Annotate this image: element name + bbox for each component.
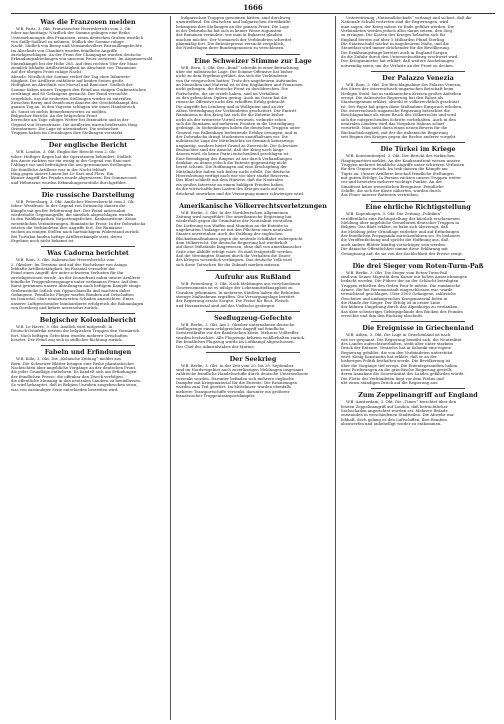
article-text-line: Erkundungsabteilungen von unserem Feuer zerstreut. Im Argonnerwald bbox=[11, 57, 153, 62]
article-text-line: des Sitzes der österreichisch-ungarischen Botschaft beim bbox=[341, 87, 454, 92]
article-divider bbox=[41, 188, 135, 189]
article-headline: Fabeln und Erfindungen bbox=[44, 348, 132, 357]
page-number: 1666 bbox=[243, 3, 263, 12]
article-text-line: Seeflugzeuge einen erfolgreichen Angriff auf feindliche bbox=[176, 327, 285, 332]
article-text-line: Beobachter sind der Ansicht, daß der Krieg noch lange bbox=[176, 148, 284, 153]
article-text-line: Heftigkeit im Abschnitt von Morval und Rancourt. Südlich der bbox=[11, 83, 133, 88]
article-text-line: übt einen ständigen Druck auf die Regierung aus. bbox=[341, 381, 439, 386]
article bbox=[11, 141, 165, 185]
article bbox=[176, 57, 330, 196]
article-text-line: W.B. Berlin, 3. Okt. Am 2. Oktober unternahmen deutsche bbox=[181, 322, 295, 327]
article bbox=[341, 391, 495, 426]
article-text-line: Die dänische Öffentlichkeit nimmt diese Erklärung mit bbox=[341, 247, 448, 252]
article-text-line: dem Völkerrecht. Die deutsche Regierung hat wiederholt bbox=[176, 241, 288, 246]
article-text-line: französischer Truppentransportdampfer. bbox=[176, 394, 256, 399]
column-separator bbox=[335, 16, 336, 720]
article-text-line: W.B. Rom, 3. Okt. Die Beschlagnahme des Palazzo Venezia, bbox=[346, 82, 462, 87]
article-headline: Die drei Sieger vom Roten-Turm-Paß bbox=[352, 261, 484, 270]
article-text-line: was von zuständiger Seite entschieden bestritten wird. bbox=[11, 387, 119, 392]
article-text-line: Belgien. Das Blatt erklärt, es habe sich überzeugt, daß bbox=[341, 225, 449, 230]
article-text-line: der Regierung ernste Sorgen. Die Preise für Brot, Fleisch bbox=[176, 299, 289, 304]
article-text-line: Schiffe, die sich der Küste näherten, wurden durch bbox=[341, 188, 441, 193]
article bbox=[11, 249, 165, 310]
article-text-line: ab. Sonst ist nichts Bemerkenswertes zu melden. bbox=[11, 109, 108, 114]
article-divider bbox=[41, 313, 135, 314]
article-text-line: sind von Seiner Majestät dem Kaiser mit hohen Auszeichnungen bbox=[341, 275, 467, 279]
article-divider bbox=[206, 54, 300, 55]
article-text-line: von Dornberg und kehrte unversehrt zurück. bbox=[11, 305, 99, 310]
article-text-line: zurückgeschlagen. An der Front der Champagne wurden deutsche bbox=[11, 53, 142, 58]
article-text-line: deren Annahme die Souveränität des Landes gefährden würde. bbox=[341, 372, 465, 377]
article-text-line: So wird behauptet, daß in Belgien Unruhen ausgebrochen seien, bbox=[11, 383, 138, 388]
article-text-line: sich diese Tatsachen für die Zukunft merken müssen. bbox=[176, 262, 281, 267]
article-text-line: Armee, die bei Hermannstadt eingeschlossen war, wurde bbox=[341, 288, 453, 293]
article bbox=[176, 273, 330, 308]
article-text-line: die Meldung jeder Grundlage entbehre und auf Erfindungen bbox=[341, 229, 459, 234]
article-text-line: Zwischen Berny und Deniécourt dauerte der Geschützkampf den bbox=[11, 100, 138, 105]
article-text-line: Unterstützung „Nationalblockade“ verlangt und sichert, daß die bbox=[346, 16, 472, 20]
article-text-line: ziemlich lebhafte Artillerietätigkeit im Abschnitt von Thiaumont. bbox=[11, 66, 138, 71]
article-text-line: Heiligen Stuhl, hat in vatikanischen Kreisen großes Aufsehen bbox=[341, 91, 462, 96]
article-text-line: Nachrichten über angebliche Vorgänge an der deutschen Front, bbox=[11, 365, 137, 370]
article-text-line: Kämpfe mit großer Erbitterung fort. Der Feind unternahm bbox=[11, 208, 126, 213]
article-text-line: Ergebnis noch nicht bekannt ist. bbox=[11, 239, 75, 244]
article-text-line: Rücksichtslosigkeit, mit der die italienische Regierung bbox=[341, 130, 448, 135]
article-text-line: Ein feindliches Flugzeug wurde im Luftkampf abgeschossen. bbox=[176, 340, 295, 345]
article-text-line: kleiner Angriff des Feindes wurde abgewiesen. Bei Gommecourt bbox=[11, 176, 137, 181]
article-text-line: W.B. Berlin, 3. Okt. Die Sieger vom Roten-Turm-Paß bbox=[346, 270, 448, 275]
article bbox=[341, 262, 495, 319]
article-text-line: verurteilt. Man sieht darin einen neuen Beweis für die bbox=[341, 126, 448, 131]
article-text-line: Verbündeten werden jedoch alles daran setzen, den Sieg bbox=[341, 29, 452, 34]
article-text-line: das über schwieriges Gebirgsgelände den Rücken des Feindes bbox=[341, 309, 463, 314]
article-text-line: erreichte und ihm den Rückzug abschnitt. bbox=[341, 314, 424, 319]
article bbox=[11, 18, 165, 136]
article-text-line: bisherigen Politik festhalten werde. Die Bevölkerung ist bbox=[341, 359, 451, 364]
article-divider bbox=[41, 345, 135, 346]
article-text-line: General von Falkenhayn bedeutende Erfolge errungen, und in bbox=[176, 130, 298, 135]
article-text-line: Im Abschnitt von Chaulnes wurden feindliche Angriffe bbox=[11, 48, 118, 53]
article-headline: Was Cadorna berichtet bbox=[47, 249, 129, 258]
article-text-line: Zeitung wird ausgeführt: Die amerikanische Regierung hat bbox=[176, 215, 292, 219]
article-text-line: mit gutem Erfolge. In Persien rückten unsere Truppen weiter bbox=[341, 175, 462, 180]
article-text-line: von Sailly-Saillisel zu nehmen. Südlich der Somme ruhige bbox=[11, 40, 124, 45]
article bbox=[11, 348, 165, 392]
article-headline: Eine ehrliche Richtigstellung bbox=[365, 203, 471, 212]
article-text-line: von ihr versprochen hatten. Trotz des ungeheuren Aufwandes bbox=[176, 78, 298, 83]
article-text-line: Die Ernährungsfrage bereitet auch in England Sorgen, bbox=[341, 50, 449, 55]
article-text-line: Geschütze und umfangreiches Kriegsmaterial fielen in bbox=[341, 296, 448, 301]
article bbox=[341, 16, 495, 68]
column-separator bbox=[170, 16, 171, 720]
column-2 bbox=[176, 16, 330, 720]
article-text-line: Nationale Schuld vertreten sind die Regierungen, wird bbox=[341, 20, 449, 25]
article-text-line: Hauptquartiers meldet: An der Kaukasusfront wiesen unsere bbox=[341, 158, 461, 163]
article-text-line: des Landes aufrechtzuerhalten, steht aber unter starkem bbox=[341, 341, 453, 346]
article-text-line: Die Flotte der Verbündeten liegt vor dem Piräus und bbox=[341, 376, 444, 381]
article-divider bbox=[206, 311, 300, 312]
article-text-line: W.B. Petersburg, 3. Okt. Amtlicher Heeresbericht vom 2. Ok- bbox=[16, 199, 135, 204]
article-text-line: wesentlichen Veränderungen. Rumänische Front: In der Dobrudscha bbox=[11, 221, 146, 226]
article-text-line: unzutreffend. Die deutschen und bulgarischen Streitkräfte bbox=[176, 20, 291, 25]
article-text-line: der feindlichen Presse, die offenbar den Zweck verfolgen, bbox=[11, 374, 124, 379]
article-text-line: Belgischer Bericht: An der belgischen Front bbox=[11, 113, 98, 118]
article-text-line: Die Staatsschuld wächst in ungeheurem Maße, und die bbox=[341, 42, 449, 47]
article-text-line: drückend einwirken und die Versorgung immer schwieriger wird. bbox=[176, 191, 305, 196]
article-text-line: Truppen erhielten den Orden Pour le mérite. Die rumänische bbox=[341, 283, 461, 288]
article-text-line: daß die Vereinigten Staaten durch ihr Verhalten die Dauer bbox=[176, 254, 291, 259]
article-text-line: Der Chef des Admiralstabes der Marine. bbox=[176, 344, 255, 349]
article-text-line: W.B. London, 3. Okt. Englischer Bericht vom 2. Ok- bbox=[16, 150, 116, 155]
article-text-line: W.B. Kopenhagen, 3. Okt. Die Zeitung „Politiken“ bbox=[346, 212, 443, 217]
article-text-line: W.B. Athen, 3. Okt. Die Lage in Griechenland ist nach bbox=[346, 333, 451, 338]
article bbox=[11, 316, 165, 342]
article-text-line: sich die entsprechenden Schritte vorbehalten. Auch in den bbox=[341, 117, 456, 122]
article-text-line: Die feindliche Artillerie war in der Nacht lebhaft bbox=[11, 167, 107, 172]
article-text-line: Seite eine Abhilfe erfolgt wäre. Es muß festgestellt werden, bbox=[176, 249, 293, 254]
article-text-line: Orientarmee: Die Lage ist unverändert. Die serbischen bbox=[11, 126, 119, 131]
article-text-line: der Rumänen verändert, wie man in Bukarest glauben bbox=[176, 33, 283, 38]
article-text-line: für den Gegner zurück. Im Irak dauern die Kämpfe am bbox=[341, 167, 448, 172]
article-text-line: die öffentliche Meinung in den neutralen Ländern zu beeinflussen. bbox=[11, 378, 142, 383]
article-text-line: besetzt. Der Feind zog sich in südlicher Richtung zurück. bbox=[11, 338, 123, 343]
article-text-line: gedrängt. In Siebenbürgen haben die deutschen Truppen unter bbox=[176, 126, 301, 131]
article-text-line: England bereits auf über 5 Milliarden Pfund Sterling. bbox=[341, 37, 446, 42]
article-text-line: l'Abbaye vor und befestigten die neu gewonnenen Stellungen. bbox=[11, 163, 133, 168]
article-text-line: neue Forderungen an die griechische Regierung gestellt, bbox=[341, 367, 453, 372]
article-text-line: militärische Lage der Mittelmächte ist demnach keineswegs bbox=[176, 139, 294, 144]
article-headline: Eine Schweizer Stimme zur Lage bbox=[194, 56, 312, 65]
article-text-line: W.B. Petersburg, 3. Okt. Nach Meldungen aus verschiedenen bbox=[181, 281, 301, 286]
article-text-line: fort. Nach heftigen Gefechten wurden mehrere Ortschaften bbox=[11, 333, 128, 338]
article-text-line: erregt. Die italienische Regierung hat den Palast als bbox=[341, 95, 444, 100]
article-text-line: wiederholte Gegenangriffe, die sämtlich abgeschlagen wurden. bbox=[11, 212, 135, 217]
article-text-line: Das Blatt schließt mit dem Hinweis, daß die Neutralen bbox=[176, 178, 283, 183]
article-text-line: des Krieges wesentlich verlängern. Das deutsche Volk wird bbox=[176, 258, 292, 263]
article bbox=[176, 355, 330, 399]
article-text-line: Sachschaden angerichtet worden sei. Mehrere Brände bbox=[341, 408, 448, 413]
article-text-line: Grabenstücke östlich von Oppacchiasella und machten dabei bbox=[11, 288, 131, 293]
article-text-line: Auf der übrigen Front ruhige Nacht. bbox=[11, 70, 83, 75]
article-text-line: die Hände der Sieger. Der Erfolg ist in erster Linie bbox=[341, 301, 441, 306]
article-text-line: nicht gelungen, die deutsche Front zu durchbrechen. Die bbox=[176, 87, 288, 92]
article-text-line: W.B. Bern, 3. Okt. Der „Bund“ schreibt in einer Betrachtung bbox=[181, 65, 299, 70]
article-text-line: da die Zufuhr durch den Unterseebootkrieg erschwert wird. bbox=[341, 55, 459, 60]
article-text-line: setzten die Verbündeten ihre Angriffe fort. Die Rumänen bbox=[11, 226, 122, 230]
article-text-line: auf diese Mißstände hingewiesen, ohne daß von amerikanischer bbox=[176, 245, 302, 250]
columns-container bbox=[11, 16, 495, 720]
article-text-line: der feindlichen Propaganda zurückzuführen sei. Es bedauert bbox=[341, 234, 460, 239]
article-text-line: abzuwerfen und unbehelligt wieder zu entkommen. bbox=[341, 421, 442, 426]
article-text-line: W.B. Berlin, 3. Okt. In der Norddeutschen Allgemeinen bbox=[181, 210, 289, 215]
article-text-line: wurden zum Teil gerettet. Im Mittelmeer wurden ebenfalls bbox=[176, 385, 291, 390]
article-text-line: ungeheurem Umfange ist mit den Pflichten eines neutralen bbox=[176, 228, 292, 233]
article-headline: Amerikanische Völkerrechtsverletzungen bbox=[179, 201, 327, 210]
column-1 bbox=[11, 16, 165, 720]
article-headline: Was die Franzosen melden bbox=[40, 18, 136, 26]
article-headline: Die Ereignisse in Griechenland bbox=[362, 324, 474, 333]
article bbox=[176, 202, 330, 267]
article-text-line: W.B. Konstantinopel, 3. Okt. Der Bericht des türkischen bbox=[346, 154, 455, 159]
article-headline: Der englische Bericht bbox=[48, 141, 128, 150]
article-text-line: Truppen mehrere feindliche Angriffe unter schweren Verlusten bbox=[341, 162, 465, 167]
article-divider bbox=[371, 388, 465, 389]
article-text-line: seit Beginn des Krieges gegen die Rechte anderer vorgeht. bbox=[341, 135, 457, 140]
article bbox=[176, 16, 330, 51]
article bbox=[341, 74, 495, 139]
article-text-line: russische Offensive nicht den erhofften Erfolg gebracht. bbox=[176, 100, 286, 105]
article-text-line: zurückgewiesen wurde. An der Isonzofront nahm unsere Artillerie bbox=[11, 275, 141, 280]
article-headline: Belgischer Kolonialbericht bbox=[39, 316, 137, 325]
article-divider bbox=[206, 352, 300, 353]
article-text-line: Heeresleitung verfügt nach wie vor über starke Reserven. bbox=[176, 174, 290, 179]
article-text-line: ungünstig, sondern bietet Grund zu Zuversicht. Die Schweizer bbox=[176, 143, 299, 148]
article-text-line: W.B. Köln, 3. Okt. Die „Kölnische Zeitung“ meldet aus bbox=[16, 357, 121, 362]
article-text-line: Karst gewannen unsere Abteilungen nach heftigem Kampfe einige bbox=[11, 284, 141, 289]
article-text-line: entstanden in verschiedenen Stadtteilen. Die Abwehr war bbox=[341, 413, 455, 418]
article-text-line: der kühnen Umgehung durch das Alpenkorps zu verdanken, bbox=[341, 305, 459, 310]
article-text-line: W.B. Paris, 3. Okt. Französischer Heeresbericht vom 2. Ok- bbox=[16, 27, 132, 31]
article-text-line: veröffentlicht eine Richtigstellung der kürzlich erschienenen bbox=[341, 216, 460, 221]
article-text-line: strenge Maßnahmen ergriffen. Die Versorgungslage bereitet bbox=[176, 294, 295, 299]
article-divider bbox=[41, 139, 135, 140]
column-3 bbox=[341, 16, 495, 720]
article-text-line: das Feuer unserer Batterien vertrieben. bbox=[341, 193, 419, 198]
article-headline: Der Seekrieg bbox=[229, 354, 277, 363]
article-text-line: Feind einen Angriff, der unter schweren Verlusten für ihn bbox=[11, 271, 124, 276]
article-headline: Aufruhr aus Rußland bbox=[215, 272, 291, 281]
article-text-line: Staates unvereinbar. Auch die Duldung der englischen bbox=[176, 232, 283, 237]
article-text-line: nicht als der erwartete Vorteil erwiesen, vielmehr sehen bbox=[176, 117, 286, 122]
article-divider bbox=[371, 321, 465, 322]
article-text-line: Dampfer mit Kriegsmaterial für die Entente. Die Besatzungen bbox=[176, 381, 297, 386]
article-text-line: Steuerlast wird immer drückender für die Bevölkerung. bbox=[341, 46, 451, 51]
article-text-line: bereit scheint. Die Hoffnungen auf eine Erschöpfung der bbox=[176, 165, 288, 170]
article-divider bbox=[206, 270, 300, 271]
article-text-line: Beschlagnahme als einen Bruch des Völkerrechts und wird bbox=[341, 113, 456, 118]
article-text-line: W.B. Berlin, 3. Okt. In der Zeit vom 20. bis 29. September bbox=[181, 363, 294, 368]
article-text-line: Bei Turtukai fanden heftige Artilleriekämpfe statt, deren bbox=[11, 234, 122, 239]
article-headline: Der Palazzo Venezia bbox=[382, 73, 454, 82]
article-text-line: Gefangene. Feindliche Flieger warfen Bomben auf Ortschaften bbox=[11, 292, 134, 297]
article-text-line: Staatseigentum erklärt, obwohl er völkerrechtlich geschützt bbox=[341, 100, 459, 105]
article-text-line: In den Waldkarpathen Vorpostengefechte. Kaukasusfront: Keine bbox=[11, 217, 137, 222]
article-text-line: Unternehmungen den Franzosen, einen deutschen Graben westlich bbox=[11, 35, 143, 40]
article-text-line: zähen Verteidigung der Verbündeten gescheitert. Der Eintritt bbox=[176, 108, 297, 113]
article-text-line: denkbar, zu denen jedoch die Entente gegenwärtig nicht bbox=[176, 161, 287, 166]
article-text-line: W.B. Amsterdam, 3. Okt. Die „Times“ berichtet über den bbox=[346, 400, 457, 405]
article-text-line: tätig gegen unsere Linien bei Le Sars und Flers. Ein bbox=[11, 172, 114, 177]
article-divider bbox=[371, 201, 465, 202]
article-text-line: Mittelmächte haben sich bisher nicht erfüllt. Die deutsche bbox=[176, 169, 291, 174]
article bbox=[11, 191, 165, 243]
article-divider bbox=[206, 199, 300, 200]
article-text-line: Gegend von Steenstraate. Die Artillerien waren beiderseits tätig. bbox=[11, 122, 139, 127]
article-text-line: im Isonzotal, ohne nennenswerten Schaden anzurichten. Eines bbox=[11, 297, 134, 302]
article-text-line: versenkt worden. Darunter befinden sich mehrere englische bbox=[176, 376, 294, 381]
article-text-line: ganzen Tag an. In den Vogesen schlugen wir einen Handstreich bbox=[11, 105, 136, 110]
article-text-line: tober: Westfront: In der Gegend von Swiniuchy dauern die bbox=[11, 204, 126, 209]
article-text-line: man sagen, der Krieg müsse zu Ende geführt werden. Die bbox=[341, 24, 455, 29]
article-text-line: W.B. Rom, 3. Okt. Italienischer Heeresbericht vom bbox=[16, 258, 115, 263]
article-text-line: lebhaft, doch gelang es den Luftschiffen, ihre Bomben bbox=[341, 417, 447, 422]
article-text-line: Nacht. Südlich von Berny und Vermandovillers Patrouillengefechte. bbox=[11, 44, 144, 49]
article-text-line: Tigris an. Unsere Artillerie beschoß feindliche Stellungen bbox=[341, 171, 454, 176]
article-divider bbox=[371, 259, 465, 260]
article-text-line: vernichtend geschlagen. Über 3000 Gefangene, zahlreiche bbox=[341, 292, 456, 297]
article-text-line: wiederholt gegen die Grundsätze der Neutralität verstoßen. bbox=[176, 219, 294, 224]
article-text-line: sich die Rumänen auf mehreren Fronten in die Verteidigung bbox=[176, 122, 294, 127]
article-text-line: Blockademaßnahmen gegen die neutrale Schiffahrt widerspricht bbox=[176, 236, 303, 241]
article-text-line: vor und besetzten mehrere wichtige Punkte. An der bbox=[341, 180, 443, 185]
article-text-line: Der Kriegsminister hat erklärt, daß weitere Aushebungen bbox=[341, 59, 454, 64]
article-text-line: verdrängt und 80 Gefangene gemacht. Der Feind versuchte bbox=[11, 92, 128, 97]
article-text-line: ein großes Interesse an einem baldigen Frieden haben, bbox=[176, 182, 285, 187]
article-text-line: vergeblich, uns die eroberten Stellungen wieder zu entreißen. bbox=[11, 96, 133, 101]
article bbox=[341, 324, 495, 385]
article-text-line: der Dobrudscha dringt Mackensen unaufhaltsam vor. Die bbox=[176, 135, 288, 140]
article-text-line: wichen an einigen Stellen nach hartnäckigem Widerstand zurück. bbox=[11, 230, 140, 235]
article-text-line: Sinaifront keine wesentlichen Ereignisse. Feindliche bbox=[341, 184, 444, 189]
article-text-line: feindliche Truppenbewegungen unter wirksames Feuer. Auf dem bbox=[11, 279, 138, 284]
article-text-line: und Hébuterne wurden Erkundungsvorstöße durchgeführt. bbox=[11, 180, 127, 185]
article-text-line: W.B. Le Havre, 3. Okt. Amtlich wird mitgeteilt: In bbox=[16, 325, 113, 330]
article-divider bbox=[371, 142, 465, 143]
article-text-line: und Heizmaterial sind auf das Vielfache gestiegen. bbox=[176, 303, 276, 308]
article-text-line: lebhafte Artillerietätigkeit. Im Fassatal versuchte der bbox=[11, 266, 116, 271]
article-headline: Die Türkei im Kriege bbox=[380, 145, 456, 154]
article-text-line: notwendig seien, um die Verluste an der Front zu decken. bbox=[341, 63, 454, 68]
article-divider bbox=[41, 246, 135, 247]
article-text-line: Seestreitkräfte vor der flandrischen Küste. Mehrere Volltreffer bbox=[176, 331, 299, 336]
article-text-line: unserer Luftgeschwader bombardierte erfolgreich die Bahnanlagen bbox=[11, 301, 144, 306]
article-text-line: machen möchte. Der Vormarsch der Verbündeten schreitet bbox=[176, 37, 292, 42]
article-text-line: bulgarischen Truppen gewonnen hätten, sind durchweg bbox=[181, 16, 291, 20]
article bbox=[341, 145, 495, 197]
article-text-line: Minenkämpfe bei der Höhe 285. Auf dem rechten Ufer der Maas bbox=[11, 61, 138, 66]
article-text-line: bedacht worden. Die Führer der an der Schlacht beteiligten bbox=[341, 279, 459, 284]
article-headline: Zum Zeppelinangriff auf England bbox=[358, 391, 478, 400]
article-text-line: Eine Beendigung des Ringens ist nur durch Verhandlungen bbox=[176, 156, 292, 161]
article-text-line: planmäßig fort. Die Ententepresse versucht vergeblich, bbox=[176, 42, 285, 47]
article-text-line: tober: Heftiger Regen hat die Operationen behindert. Südlich bbox=[11, 154, 132, 159]
article-text-line: Die Lieferung von Waffen und Munition an die Entente in bbox=[176, 223, 288, 228]
article-text-line: Gouvernements ist es infolge der Lebensmittelknappheit zu bbox=[176, 286, 293, 291]
article-text-line: Die österreichisch-ungarische Regierung betrachtet die bbox=[341, 108, 450, 113]
article-text-line: tober nachmittags: Nördlich der Somme gelingen eine Reihe bbox=[11, 31, 130, 36]
article-text-line: wie vor gespannt. Die Regierung bemüht sich, die Neutralität bbox=[341, 337, 462, 342]
article bbox=[176, 314, 330, 349]
article-text-line: die Niederlagen ihrer Bundesgenossen zu verschleiern. bbox=[176, 46, 285, 51]
article-text-line: neutralen Ländern wird das Vorgehen Italiens scharf bbox=[341, 122, 445, 127]
article-text-line: behaupten ihre Stellungen an der ganzen Front. Die Lage bbox=[176, 24, 289, 29]
article-text-line: die Veröffentlichung und spricht die Hoffnung aus, daß bbox=[341, 238, 449, 243]
article-text-line: auch andere Blätter künftig vorsichtiger sein werden. bbox=[341, 242, 447, 247]
article-text-line: nicht zu dem Ergebnis geführt, das sich die Verbündeten bbox=[176, 74, 288, 79]
article-text-line: Die Angriffe bei Lemberg und in Wolhynien sind an der bbox=[176, 104, 284, 109]
article-text-line: Truppen haben im Cernabogen ihre Stellungen verstärkt. bbox=[11, 131, 124, 136]
article-text-line: Meldung über angebliche Greueltaten deutscher Truppen in bbox=[341, 221, 460, 226]
article-divider bbox=[371, 71, 465, 72]
article-headline: Die russische Darstellung bbox=[41, 190, 135, 199]
article-text-line: 2. Oktober: Im Trentino und auf der Hochebene von Asiago bbox=[11, 262, 127, 267]
article-text-line: sind im Nordseegebiet nach zuverlässigen Meldungen insgesamt bbox=[176, 367, 304, 372]
article-text-line: zu den gebrachten Opfern gering. Auch im Osten hat die bbox=[176, 95, 287, 100]
article-text-line: zahlreiche feindliche Handelsschiffe durch deutsche Unterseeboote bbox=[176, 372, 309, 377]
article-text-line: Unruhen gekommen. In mehreren Städten haben die Behörden bbox=[176, 290, 300, 295]
article-text-line: tätigkeit. Die Artillerie entfaltete auf beiden Seiten große bbox=[11, 79, 124, 84]
article-text-line: Genugtuung auf, da sie von der Sachlichkeit der Presse zeugt. bbox=[341, 251, 463, 256]
article-text-line: dauern wird, da keine Partei entscheidend geschlagen ist. bbox=[176, 152, 290, 157]
article-text-line: mehrere Transportschiffe versenkt, darunter ein größerer bbox=[176, 389, 290, 394]
article-text-line: herrschte am Tage ruhiges Wetter bei Dixmuiden und in der bbox=[11, 118, 129, 123]
article-text-line: Druck der Entente. Venizelos hat in Saloniki eine eigene bbox=[341, 346, 452, 351]
article-text-line: Bern: Die Schweizer Blätter bringen eine Reihe phantastischer bbox=[11, 361, 135, 366]
header-rule bbox=[11, 13, 495, 14]
article-text-line: des Ancre rückten wir ein wenig in der Gegend von Eaucourt bbox=[11, 159, 131, 164]
article-text-line: die jeder Grundlage entbehren. Es handelt sich um Erfindungen bbox=[11, 370, 137, 375]
article-text-line: Somme haben unsere Truppen den Feind aus einigen Grabenstücken bbox=[11, 87, 147, 92]
article-text-line: an Menschen und Material ist es den Engländern und Franzosen bbox=[176, 82, 303, 87]
article-text-line: Deutsch-Ostafrika setzten die belgischen Truppen den Vormarsch bbox=[11, 329, 140, 334]
article-text-line: Fortschritte, die sie erzielt haben, sind im Verhältnis bbox=[176, 91, 279, 96]
article bbox=[341, 203, 495, 255]
article-text-line: da die wirtschaftlichen Lasten des Krieges auch auf sie bbox=[176, 187, 284, 192]
article-text-line: über die Vorgänge tief erregt. Die Ententegesandten haben bbox=[341, 363, 458, 368]
article-text-line: über die militärische Lage: Die Somme-Offensive hat bisher bbox=[176, 69, 293, 74]
article-text-line: wird. König Konstantin hat erklärt, daß er an der bbox=[341, 354, 437, 359]
article-text-line: zu erringen. Die Kosten des Krieges belaufen sich für bbox=[341, 33, 446, 38]
article-text-line: Abends: Nördlich der Somme verlief der Tag ohne Infanterie- bbox=[11, 74, 131, 79]
article-text-line: letzten Zeppelinangriff auf London, daß beträchtlicher bbox=[341, 404, 448, 409]
article-text-line: in der Dobrudscha hat sich in keiner Weise zugunsten bbox=[176, 29, 282, 34]
article-text-line: Regierung gebildet, die von den Verbündeten unterstützt bbox=[341, 350, 453, 355]
article-text-line: Rumäniens in den Krieg hat sich für die Entente bisher bbox=[176, 113, 284, 118]
article-text-line: wurden beobachtet. Alle Flugzeuge kehrten wohlbehalten zurück. bbox=[176, 335, 306, 340]
article-headline: Seeflugzeug-Gefechte bbox=[214, 313, 292, 322]
article-text-line: ist. Der Papst hat gegen diese Maßnahme Einspruch erhoben. bbox=[341, 104, 463, 109]
